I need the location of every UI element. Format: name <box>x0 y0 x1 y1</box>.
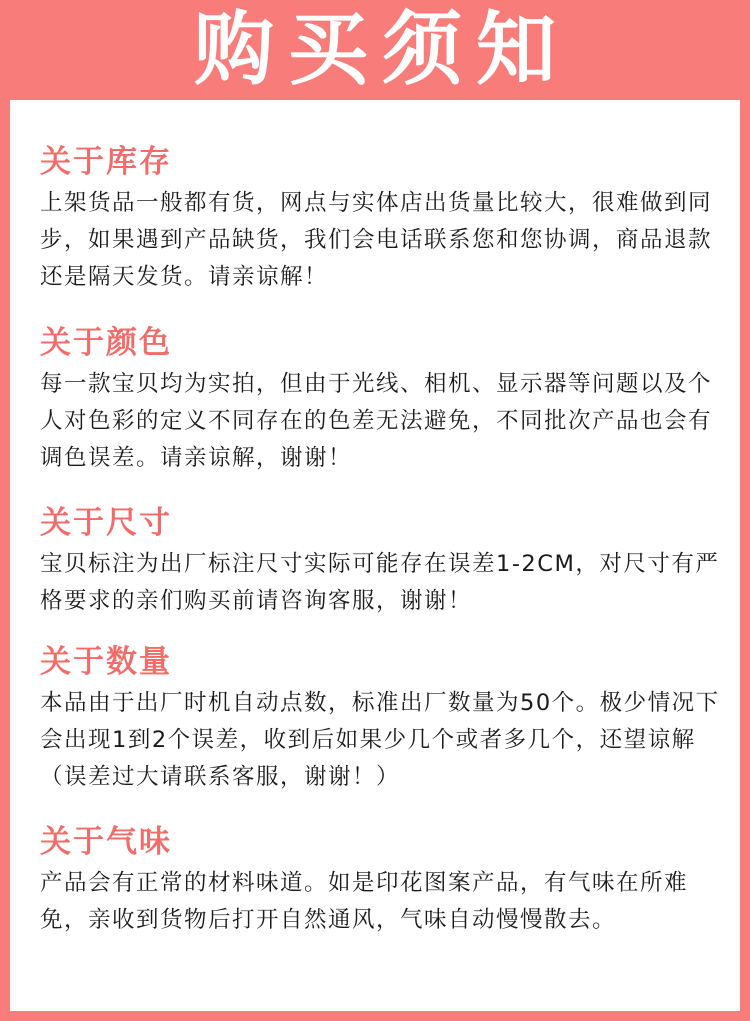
content-panel <box>10 100 740 1011</box>
section-body: 产品会有正常的材料味道。如是印花图案产品，有气味在所难免，亲收到货物后打开自然通风，气味自动慢慢散去。 <box>40 870 689 933</box>
section-stock <box>40 142 720 296</box>
section-body: 宝贝标注为出厂标注尺寸实际可能存在误差1-2CM，对尺寸有严格要求的亲们购买前请咨询客服，谢谢！ <box>40 551 720 614</box>
section-title: 关于尺寸 <box>40 505 172 541</box>
section-quantity <box>40 642 720 796</box>
section-body: 本品由于出厂时机自动点数，标准出厂数量为50个。极少情况下会出现1到2个误差，收到后如果少几个或者多几个，还望谅解（误差过大请联系客服，谢谢！） <box>40 690 720 790</box>
section-title: 关于颜色 <box>40 325 172 361</box>
section-title: 关于库存 <box>40 144 172 180</box>
section-size <box>40 503 720 620</box>
section-title: 关于数量 <box>40 644 172 680</box>
header-banner <box>0 0 750 100</box>
section-title: 关于气味 <box>40 824 172 860</box>
section-body: 上架货品一般都有货，网点与实体店出货量比较大，很难做到同步，如果遇到产品缺货，我们会电话联系您和您协调，商品退款还是隔天发货。请亲谅解！ <box>40 190 713 290</box>
section-smell <box>40 822 720 939</box>
section-color <box>40 323 720 477</box>
section-body: 每一款宝贝均为实拍，但由于光线、相机、显示器等问题以及个人对色彩的定义不同存在的色差无法避免，不同批次产品也会有调色误差。请亲谅解，谢谢！ <box>40 371 713 471</box>
page-title: 购买须知 <box>194 3 570 96</box>
